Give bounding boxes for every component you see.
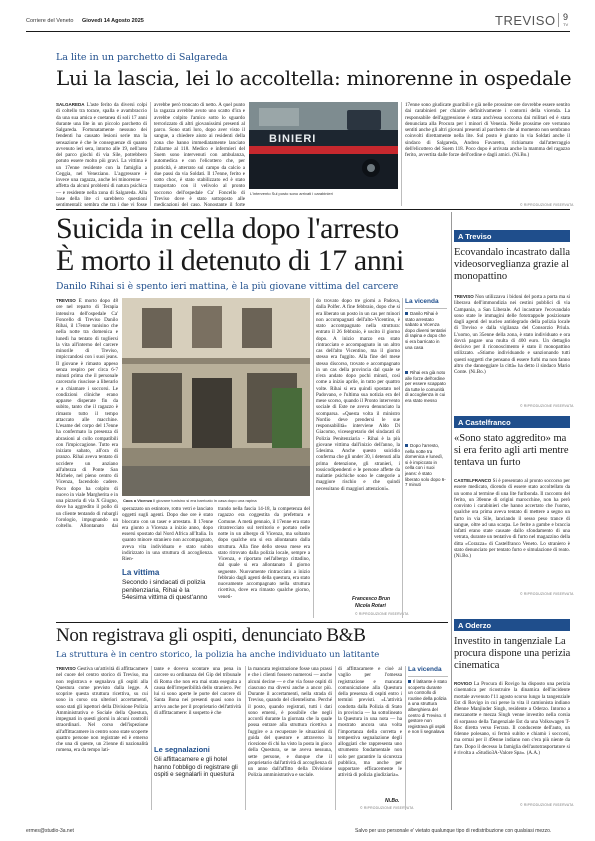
bullet-icon (408, 680, 411, 683)
story1-photo (249, 102, 398, 189)
header-rule (26, 31, 570, 32)
footer-email: ermes@studio-3a.net (26, 828, 74, 834)
story3-col3: la mancata registrazione fosse una prassi e che i clienti fossero numerosi — anche alcuni decine — e che via fosse ospiti di ciascuno ma diversi anche a ancor più. Durante il accertamenti, nella strada di Treviso, quando del clientelismo. Perché il posto, quando registrati, tutti i dati sono emersi, è possibile che negli accordi durante la giornata che la quale possa entrare alla struttura ricettiva a fuggire e a recuperare le situazioni di guida del questore e attraverso la ricezione di chi ha visto la posta in gioco della Questura, se ne aveva nessuna, sette persone, e dunque che il proprietario dall'attività di accoglienza di un anno dall'affitto della Divisione Polizia amministrativa e sociale. (248, 666, 332, 779)
story2-box-text: Secondo i sindacati di polizia penitenziaria, Rihai è la 54esima vittima di quest'anno (122, 579, 208, 602)
story3-box-title: Le segnalazioni (154, 745, 210, 754)
story2-box-title: La vittima (122, 568, 160, 577)
right2-body (454, 478, 570, 590)
building-image (122, 298, 310, 496)
story2-box (122, 568, 214, 618)
car-lettering: BINIERI (269, 133, 317, 145)
divider (313, 298, 314, 618)
vicenda-item (405, 370, 447, 404)
footer-notice: Salvo per uso personale e' vietato qualunque tipo di redistribuzione con qualsiasi mezzo. (355, 828, 552, 834)
divider (401, 102, 402, 206)
right2-text: Si è presentato al pronto soccorso per essere medicato, dicendo di essere stato accoltellato da un uomo al termine di una lite furibonda. Il racconto del ferito, un 30enne di origini marocchine, non ha però convinto i carabinieri che hanno accertato che l'uomo, qualche ora prima aveva tentato di mettere a segno un furto in via Sile, lanciando il sesso peso trance di sangue, oltre ad una scarpa. Le ferite a gambe e braccia infatti erano state causate dallo sfondamento di una vetrata, durante un tentativo di furto nel magazzino della ditta «Corazza» di Castelfranco Veneto. Lo straniero è stato denunciato per tentato furto e simulazione di reato. (Ni.Bo.) (454, 478, 570, 559)
carabinieri-car-image (249, 102, 398, 189)
caption-lead: Caos a Vicenza (123, 498, 153, 503)
vicenda-item-text: Rihai era già noto alle forze dell'ordine per essere scappato da tutte le comunità di accoglienza in cui era stato messo (405, 370, 446, 403)
story1-kicker: La lite in un parchetto di Salgareda (56, 52, 228, 63)
divider (151, 666, 152, 810)
vicenda-item-text: Dopo l'arresto, nella notte tra domenica e lunedì, si è impiccato in cella con i suoi jeans: è stato liberato solo dopo 6-7 minuti (405, 443, 446, 488)
bullet-icon (405, 371, 408, 374)
right1-title: Ecovandalo incastrato dalla videosorveglianza grazie al monopattino (454, 247, 571, 282)
story1-col1 (56, 102, 147, 206)
story2-vicenda (405, 298, 447, 616)
right1-dateline: TREVISO (454, 294, 474, 299)
vicenda-item (408, 679, 448, 735)
story3-col1-text: Gestiva un'attività di affittacamere nel cuore del centro storico di Treviso, ma non registrava e segnalava gli ospiti alla Questura come previsto dalla legge. A scoprire questa struttura ricettiva, su cui sono in corso ora ulteriori accertamenti, sono stati gli ispettori della Divisione Polizia Amministrativa e Sociale della Questura, impegnati in questi giorni in alcuni controlli straordinari. Nel corso dell'ispezione all'affittacamere in centro sono state scoperte quattro persone non registrate ed è emerso che una di queste, un 21enne di nazionalità romena, era da tempo lati- (56, 666, 148, 754)
right3-title: Investito in tangenziale La procura dispone una perizia cinematica (454, 636, 571, 671)
story3-box (154, 745, 242, 807)
story1-title: Lui la lascia, lei lo accoltella: minorenne in ospedale (56, 66, 572, 90)
right2-tag: A Castelfranco (454, 416, 570, 428)
vicenda-item (405, 443, 447, 488)
right1-text: Non utilizzava i bidoni del porta a porta ma si liberava dell'immondizia nei cestini pubblici di via Campania, a San Liberale. Ad incastrare l'ecovandalo sono state le immagini delle fototrappole posizionate dagli agenti del nucleo antidegrado della polizia locale di Treviso e dalla vigilanza del Consorzio Priula. L'uomo, un 35enne della zona, è stato individuato e ora dovrà pagare una multa di 400 euro. Un dettaglio decisivo per il riconoscimento è stato il monopattino utilizzato. «Stiamo individuando e sanzionando tutti questi soggetti che pensano di essere furbi ma non fanno altro che danneggiare la città» ha detto il sindaco Mario Conte. (Ni.Bo.) (454, 294, 570, 375)
section-name: TREVISO (495, 13, 556, 28)
story3-copyright: © RIPRODUZIONE RISERVATA (360, 806, 414, 810)
right3-text: La Procura di Rovigo ha disposto una perizia cinematica per ricostruire la dinamica dell'incidente mortale avvenuto l'11 agosto scorso lungo la tangenziale Est di Rovigo in cui perse la vita il camionista indiano 49enne Manjinder Singh, residente a Oderzo. Intorno a mezzanotte e mezza Singh venne investito nella corsia di sorpasso della Tangenziale Est da una Volkswagen T-Roc diretta verso Ferrara. Il conducente dell'auto, un 64enne polesano, si fermò subito e chiamò i soccorsi, ma ormai per il 49enne indiano non c'era più niente da fare. Dopo il decesso la famiglia dell'autotrasportatore si è rivolta a «Studio3A-Valore Spa». (A.A.) (454, 681, 570, 756)
divider (335, 666, 336, 810)
story2-col3: trando nella fascia 14-18, la competenza del ragazzo era coggestita da prefettura e Comune. A metà gennaio, il 17enne era stato ritratrecciato sul territorio e portato nelle notte in un albergo di Vicenza, ma soltanto dopo qualche ora si era allontanato dalla struttura. Alla fine dello stesso mese era stato ritrovato dalla polizia locale, sempre a Vicenza, e riportato nell'albergo cittadino, dal quale si era allontanato il giorno seguente. Nuovamente rintracciato a inizio febbraio dagli agenti della questura, era stato nuovamente accompagnato nella struttura ricettiva, dove era rimasto qualche giorno, veneti- (218, 506, 310, 600)
divider (405, 308, 447, 309)
story2-caption (123, 498, 313, 503)
section-divider (558, 13, 559, 27)
bullet-icon (405, 444, 408, 447)
story2-col1-text: È morto dopo 48 ore nel reparto di Terapia intensiva dell'ospedale Ca' Foncello di Treviso Danilo Rihai, il 17enne tunisino che nella notte tra domenica e lunedì ha tentato di togliersi la vita all'interno del carcere minorile di Treviso, impiccandosi con i suoi jeans. Il giovane è rimasto appeso senza respiro per circa 6-7 minuti prima che il personale carcerario riuscisse a liberarlo e a chiamare i soccorsi. Le condizioni cliniche erano apparse disperate fin da subito, tanto che il ragazzo è rimasto tutto il tempo attaccato alle macchine. L'esame del corpo del 17enne ha confermato la presenza di abrasioni al collo compatibili con l'impiccagione. Tutto era iniziato sabato, all'ora di pranzo. Rihai aveva tentato di uccidere un anziano all'altezza di Ponte San Michele, nel pieno centro di Vicenza, facendolo cadere. Poco dopo ha colpito di nuovo in viale Margherita e in una pizzeria di via X Giugno, dove ha aggredito il pollo di un cliente tentando di rubargli l'orologio, impugnando un coltello. Allontanato dai (56, 298, 118, 529)
story1-dateline: SALGAREDA (56, 102, 85, 107)
right3-copyright: © RIPRODUZIONE RISERVATA (520, 803, 574, 807)
divider (402, 298, 403, 618)
page-number: 9 (563, 12, 569, 22)
story1-caption: L'intervento Sul posto sono arrivati i carabinieri (250, 191, 333, 196)
story2-byline-1: Francesco Brun (352, 596, 391, 602)
story3-subtitle: La struttura è in centro storico, la polizia ha anche individuato un latitante (56, 650, 380, 660)
story3-byline: Ni.Bo. (385, 798, 400, 804)
story1-col2: avrebbe però troncato di netto. A quel punto la ragazza avrebbe avuto uno scatto d'ira e avrebbe colpito l'amico sotto lo sguardo terrorizzato di altri giovanissimi presenti al parco. Sono stati loro, dopo aver visto il sangue, a chiedere aiuto ai residenti della zona che hanno immediatamente lanciato l'allarme al 118. Medico e infermieri del Suem sono intervenuti con ambulanza, automedica e con l'elicottero che, per praticità, è atterrato sul campo da calcio a due passi da via Soldati. Il 17enne, ferito e sotto choc, è stato stabilizzato ed è stato trasportato con il velivolo al pronto soccorso dell'ospedale Ca' Foncello di Treviso dove è stato sottoposto alle medicazioni del caso. Nonostante il forte (154, 102, 245, 206)
story2-copyright: © RIPRODUZIONE RISERVATA (355, 612, 409, 616)
right1-tag: A Treviso (454, 230, 570, 242)
story3-vicenda (408, 666, 448, 810)
section-rule (56, 209, 570, 210)
story2-col1 (56, 298, 118, 529)
story3-title: Non registrava gli ospiti, denunciato B&B (56, 625, 366, 646)
story3-box-text: Gli affittacamere e gli hotel hanno l'obbligo di registrare gli ospiti e segnalarli in questura (154, 756, 238, 778)
right1-body (454, 294, 570, 402)
issue-date: Giovedì 14 Agosto 2025 (82, 18, 144, 24)
divider (245, 666, 246, 810)
story2-title-line2: È morto il detenuto di 17 anni (56, 244, 404, 277)
vicenda-item-text: Danilo Rihai è stato arrestato sabato a Vicenza dopo diversi tentativi di rapina e dopo che si era barricato in una casa (405, 311, 447, 350)
masthead: Corriere del Veneto (26, 18, 74, 24)
caption-text: Il giovane tunisino si era barricato in casa dopo una rapina (153, 498, 257, 503)
right2-dateline: CASTELFRANCO (454, 478, 492, 483)
page-region: TV (563, 22, 569, 27)
section-rule (56, 622, 448, 623)
right2-title: «Sono stato aggredito» ma si era ferito agli arti mentre tentava un furto (454, 433, 569, 468)
column-divider (451, 212, 452, 810)
story2-vicenda-title: La vicenda (405, 298, 439, 305)
story2-photo (122, 298, 310, 496)
story1-col4: 17enne sono giudicate guaribili e già nelle prossime ore dovrebbe essere sentito dai carabinieri per chiarire definitivamente i contorni della vicenda. La responsabile dell'aggressione è stata anch'essa soccorsa dai militari ed è stata denunciata alla Procura per i minori di Venezia. Nelle prossime ore verranno sentiti anche gli altri giovani presenti al parchetto che al momento non sembrano coinvolti direttamente nella lite. Sul posto è giunto in via Soldati anche il sindaco di Salgareda, Andrea Favaretto, richiamato dall'atterraggio dell'elicottero del Suem 118. Poco dopo è arrivata anche la mamma del ragazzo ferito, avvertita dalle forze dell'ordine e dagli amici. (Ni.Bo.) (405, 102, 570, 158)
divider (405, 666, 406, 810)
story3-dateline: TREVISO (56, 666, 76, 671)
story2-byline-2: Nicola Rotari (355, 603, 386, 609)
story2-col2: sperazzato un estintore, rotto vetri e lanciato oggetti sugli agenti. Dopo due ore è stato bloccato con un taser e arrestato. Il 17enne era giunto a Vicenza a inizio anno, dopo essersi spostato dal Nord Africa all'Italia. In quanto minore straniero non accompagnato, aveva vita individuato e stato subito indirizzato in una struttura di accoglienza. Rien- (122, 506, 213, 562)
story3-col1 (56, 666, 148, 810)
story1-copyright: © RIPRODUZIONE RISERVATA (520, 203, 574, 207)
story2-dateline: TREVISO (56, 298, 76, 303)
story2-col4: do trovato dopo tre giorni a Padova, dalla Polfer. A fine febbraio, dopo che si era liberato un posto in un cas per minori non accompagnati dell'alto-Vicentino, è stato accompagnato nella struttura: entrato il 26 febbraio, è uscito il giorno dopo. A inizio marzo era stato rintracciato e accompagnato in un altro cas dell'alto Vicentino, ma il giorno stesso era fuggito. Alla fine del mese stesso discorso, trovato e accompagnato in un cas della provincia dal quale se n'era andato dopo pochi minuti, così come a inizio aprile, in tutto per quattro volte. Rihai si era quindi spostato nel Padovano, e l'ultima sua notizia era del mese scorso, quando il Pronto intervento sociale di Este ne aveva denunciato la scomparsa. «Questa volta il ministro Nordio deve prendersi le sue responsabilità» interviene Aldo Di Giacomo, vicesegretario del sindacati di Polizia Penitenziaria - Rihai è la più giovane vittima dall'inizio dell'anno, la 54esima. Anche questo suicidio conferma che gli under 30, i detenuti alla prima detenzione, gli stranieri, i tossicodipendenti e le persone affette da malattie psichiche sono le categorie a maggiore rischio e che quindi necessitano di maggiori attenzioni». (316, 298, 400, 492)
story2-title-line1: Suicida in cella dopo l'arresto (56, 212, 399, 245)
story3-col2: tante e doveva scontare una pena in carcere su ordinanza del Gip del tribunale di Roma che non era mai stata eseguita a causa dell'irreperibilità dello straniero. Per lui si sono aperte le porte del carcere di Santa Bona nei presenti quasi sono in arrivo anche per il proprietario dell'attività di affittacamere: il sospetto è che (154, 666, 241, 716)
story3-col4: di affittacamere e cioè al vaglio per l'omessa registrazione e mancata comunicazione alla Questura della presenza di ospiti entro i termini previsti. «L'attività condotta dalla Polizia di Stato in provincia — ha sottolineato la Questura in una nota — ha mostrato ancora una volta l'importanza della corretta e tempestiva segnalazione degli alloggiati che rappresenta uno strumento fondamentale non solo per garantire la sicurezza pubblica, ma anche per supportare efficacemente le attività di polizia giudiziaria». (338, 666, 402, 779)
right3-dateline: ROVIGO (454, 681, 473, 686)
divider (150, 102, 151, 206)
story3-vicenda-title: La vicenda (408, 666, 442, 673)
vicenda-item (405, 311, 447, 350)
bullet-icon (405, 312, 408, 315)
vicenda-item-text: Il latitante è stato scoperto durante un controllo di routine della polizia a una struttura alberghiera del centro di Treviso. Il gestore non registrava gli ospiti e non li segnalava (408, 679, 448, 735)
story1-col1-text: L'aste ferito da diversi colpi di coltello tra torace, spalla e avambraccio da una sua amica e coetanea di soli 17 anni durante una lite in un piccolo parchetto di Salgareda. Fortunatamente nessuno dei fendenti ha causato lesioni serie ma la sensazione è che le conseguenze di quanto avvenuto ieri sera, intorno alle 19, nell'area del parco giochi di via Sile, potrebbero potuto essere molto più gravi. La vittima è un 17enne residente con la famiglia a Ceggia, nel Veneziano. L'aggressore è invece una ragazza, anche lei minorenne — affetta da alcuni problemi di natura psichica — e residente nella zona di Salgareda. Alla base della lite ci sarebbero questioni sentimentali: sembra che tra i due vi fosse (56, 102, 147, 206)
right1-copyright: © RIPRODUZIONE RISERVATA (520, 404, 574, 408)
right2-copyright: © RIPRODUZIONE RISERVATA (520, 592, 574, 596)
divider (408, 676, 448, 677)
right3-tag: A Oderzo (454, 619, 570, 631)
right3-body (454, 681, 570, 799)
story2-subtitle: Danilo Rihai si è spento ieri mattina, è la più giovane vittima del carcere (56, 281, 399, 292)
